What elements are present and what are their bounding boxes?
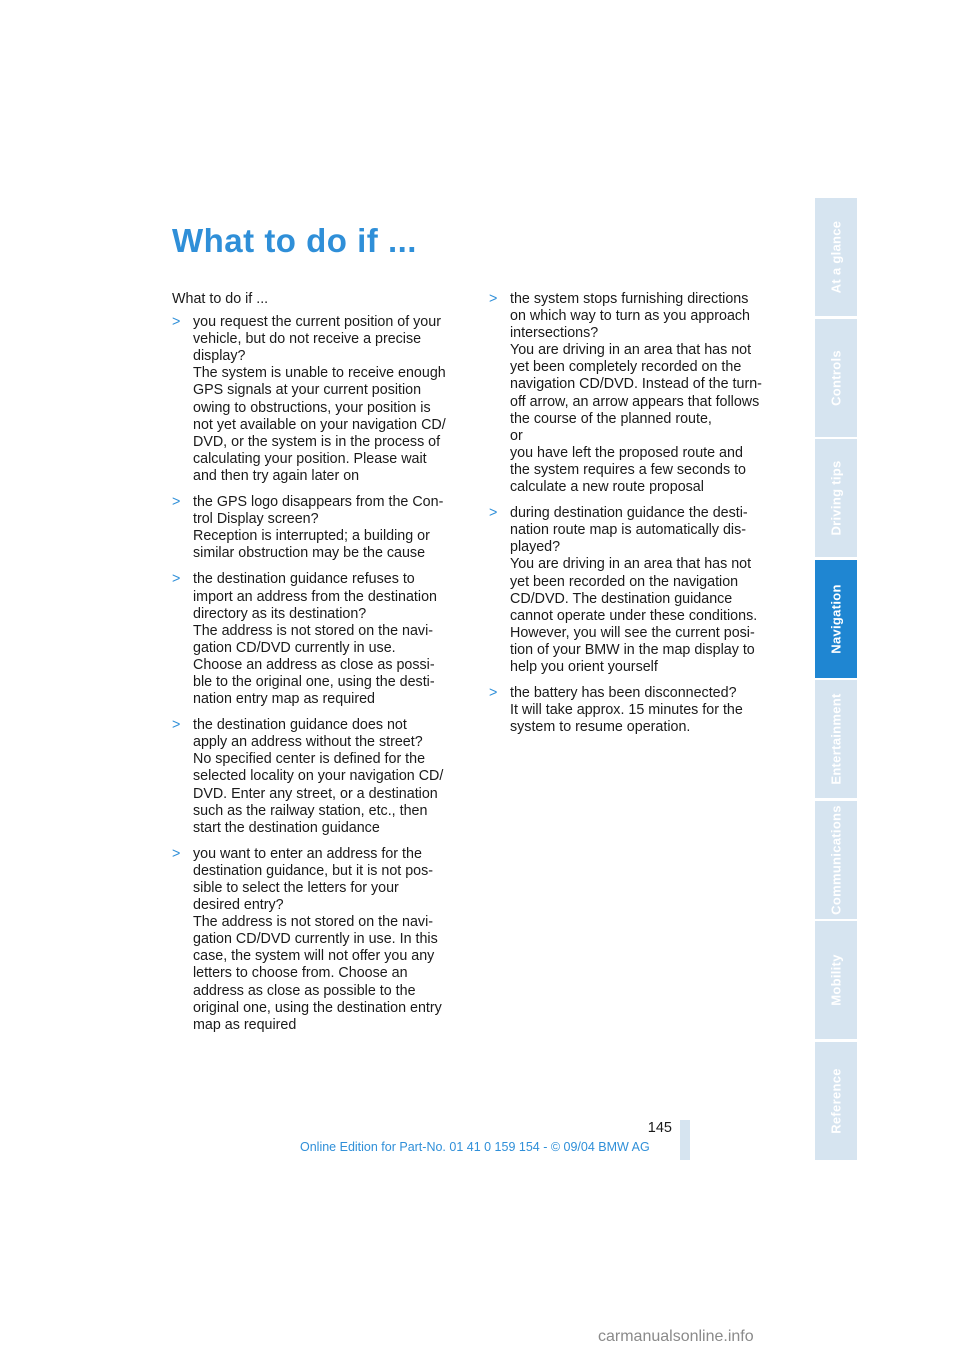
list-item-text: during destination guidance the desti- nation route map is automatically dis- played? You are driving in an area that has not yet been recorded on the navigation CD/DVD. The destination guidance cannot operate under these conditions. However, you will see the current posi- tion of your BMW in the map display to help you orient yourself — [510, 505, 758, 675]
page-number-bar — [680, 1120, 690, 1160]
list-item-text: you want to enter an address for the destination guidance, but it is not pos- sible to select the letters for your desired entry? The address is not stored on the navi- gation CD/DVD currently in use. In this case, the system will not offer you any letters to choose from. Choose an address as close as possible to the original one, using the destination entry map as required — [193, 845, 442, 1033]
list-item — [172, 717, 468, 837]
bullet-arrow-icon: > — [489, 505, 498, 522]
list-item — [172, 846, 468, 1034]
page-number: 145 — [647, 1120, 672, 1136]
tab-label: Reference — [828, 1067, 844, 1134]
list-item-text: the battery has been disconnected? It will take approx. 15 minutes for the system to resume operation. — [510, 685, 743, 736]
list-item — [172, 314, 468, 485]
list-item-text: you request the current position of your vehicle, but do not receive a precise display? The system is unable to receive enough GPS signals at your current position owing to obstructions, your position is not yet available on your navigation CD/ DVD, or the system is in the process of calculating your position. Please wait and then try again later on — [193, 314, 446, 484]
chapter-tabs — [815, 198, 857, 1160]
tab-controls[interactable] — [815, 319, 857, 437]
page-title: What to do if ... — [172, 222, 417, 259]
list-item-text: the system stops furnishing directions on which way to turn as you approach intersections? You are driving in an area that has not yet been completely recorded on the navigation CD/DVD. Instead of the turn- off arrow, an arrow appears that follows the course of the planned route, or you have left the proposed route and the system requires a few seconds to calculate a new route proposal — [510, 291, 762, 496]
tab-label: Navigation — [828, 583, 844, 654]
tab-label: Controls — [828, 349, 844, 406]
intro-text: What to do if ... — [172, 291, 269, 307]
list-item-text: the destination guidance refuses to import an address from the destination directory as its destination? The address is not stored on the navi- gation CD/DVD currently in use. Choose an address as close as possi- ble to the original one, using the desti- nation entry map as required — [193, 571, 437, 708]
tab-entertainment[interactable] — [815, 680, 857, 798]
bullet-arrow-icon: > — [172, 717, 181, 734]
list-item — [172, 571, 468, 708]
bullet-arrow-icon: > — [172, 571, 181, 588]
tab-navigation[interactable] — [815, 560, 857, 678]
bullet-arrow-icon: > — [489, 291, 498, 307]
tab-mobility[interactable] — [815, 921, 857, 1039]
tab-label: At a glance — [828, 220, 844, 294]
list-item — [172, 494, 468, 562]
tab-label: Entertainment — [828, 693, 844, 785]
tab-communications[interactable] — [815, 801, 857, 919]
left-column — [172, 291, 468, 1043]
right-item-list — [489, 291, 785, 736]
list-item-text: the GPS logo disappears from the Con- trol Display screen? Reception is interrupted; a building or similar obstruction may be the cause — [193, 494, 444, 562]
list-item — [489, 505, 785, 676]
tab-at-a-glance[interactable] — [815, 198, 857, 316]
list-item-text: the destination guidance does not apply an address without the street? No specified center is defined for the selected locality on your navigation CD/ DVD. Enter any street, or a destination such as the railway station, etc., then start the destination guidance — [193, 717, 444, 836]
bullet-arrow-icon: > — [172, 314, 181, 331]
tab-reference[interactable] — [815, 1042, 857, 1160]
tab-driving-tips[interactable] — [815, 439, 857, 557]
footer-edition-note: Online Edition for Part-No. 01 41 0 159 154 - © 09/04 BMW AG — [300, 1140, 650, 1154]
tab-label: Mobility — [828, 954, 844, 1006]
list-item — [489, 291, 785, 496]
right-column — [489, 291, 785, 745]
bullet-arrow-icon: > — [489, 685, 498, 702]
watermark: carmanualsonline.info — [598, 1328, 754, 1345]
tab-label: Driving tips — [828, 460, 844, 536]
bullet-arrow-icon: > — [172, 845, 181, 862]
list-item — [489, 685, 785, 736]
tab-label: Communications — [828, 804, 844, 915]
left-item-list — [172, 314, 468, 1034]
bullet-arrow-icon: > — [172, 494, 181, 511]
